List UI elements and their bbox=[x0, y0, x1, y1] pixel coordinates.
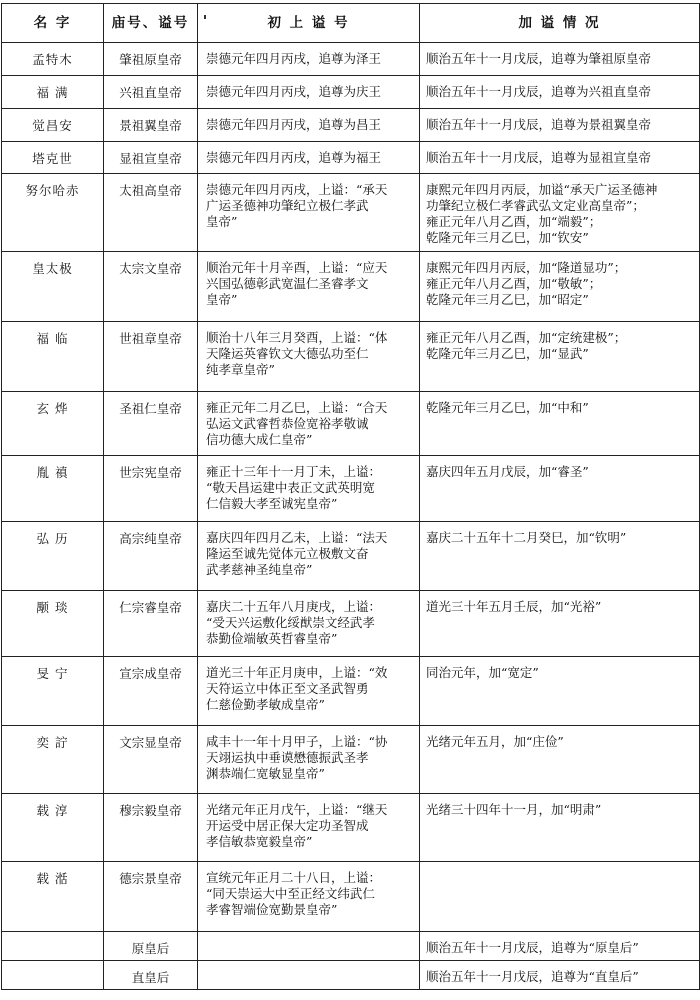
table-row bbox=[2, 142, 700, 174]
cell-temple-name bbox=[104, 862, 198, 932]
cell-temple-name bbox=[104, 456, 198, 522]
cell-added-title bbox=[420, 961, 700, 990]
cell-name bbox=[2, 726, 104, 794]
cell-added-title bbox=[420, 43, 700, 76]
cell-first-title bbox=[198, 522, 420, 591]
cell-temple-name bbox=[104, 76, 198, 109]
temple-name-text: 高宗纯皇帝 bbox=[119, 531, 182, 546]
cell-temple-name bbox=[104, 322, 198, 392]
cell-temple-name bbox=[104, 794, 198, 862]
first-title-line: 孝睿智端俭宽勤景皇帝” bbox=[206, 902, 338, 917]
first-title-line: 嘉庆四年四月乙未，上谥：“法天 bbox=[206, 530, 388, 545]
cell-name bbox=[2, 794, 104, 862]
cell-first-title bbox=[198, 174, 420, 252]
cell-added-title bbox=[420, 726, 700, 794]
added-title-line: 顺治五年十一月戊辰，追尊为“原皇后” bbox=[426, 940, 639, 955]
cell-added-title bbox=[420, 322, 700, 392]
first-title-line: “受天兴运敷化绥猷崇文经武孝 bbox=[206, 615, 375, 630]
first-title-line: 纯孝章皇帝” bbox=[206, 362, 275, 377]
table-row bbox=[2, 76, 700, 109]
temple-name-text: 宣宗成皇帝 bbox=[119, 666, 182, 681]
added-title-line: 嘉庆二十五年十二月癸巳，加“钦明” bbox=[426, 530, 627, 545]
table-row bbox=[2, 392, 700, 456]
cell-added-title bbox=[420, 456, 700, 522]
cell-first-title bbox=[198, 456, 420, 522]
table-row bbox=[2, 932, 700, 961]
cell-temple-name bbox=[104, 522, 198, 591]
cell-first-title bbox=[198, 591, 420, 657]
cell-first-title bbox=[198, 322, 420, 392]
added-title-line: 顺治五年十一月戊辰，追尊为兴祖直皇帝 bbox=[426, 84, 652, 99]
cell-name bbox=[2, 109, 104, 142]
table-row bbox=[2, 522, 700, 591]
added-title-line: 雍正元年八月乙酉，加“定统建极”； bbox=[426, 330, 627, 345]
cell-added-title bbox=[420, 174, 700, 252]
name-text: 载 淳 bbox=[36, 803, 69, 818]
cell-first-title bbox=[198, 252, 420, 322]
first-title-line: “敬天昌运建中表正文武英明宽 bbox=[206, 480, 375, 495]
cell-name bbox=[2, 932, 104, 961]
cell-added-title bbox=[420, 142, 700, 174]
header-temple-name: 庙号、谥号 bbox=[104, 4, 198, 43]
name-text: 塔克世 bbox=[32, 151, 73, 166]
first-title-line: 兴国弘德彰武宽温仁圣睿孝文 bbox=[206, 276, 369, 291]
cell-name bbox=[2, 961, 104, 990]
first-title-line: 道光三十年正月庚申，上谥：“效 bbox=[206, 665, 388, 680]
cell-temple-name bbox=[104, 726, 198, 794]
cell-name bbox=[2, 174, 104, 252]
cell-added-title bbox=[420, 591, 700, 657]
first-title-line: 顺治元年十月辛酉，上谥：“应天 bbox=[206, 260, 388, 275]
name-text: 福 满 bbox=[36, 85, 69, 100]
added-title-line: 康熙元年四月丙辰，加“隆道显功”； bbox=[426, 260, 627, 275]
cell-temple-name bbox=[104, 109, 198, 142]
added-title-line: 光绪元年五月，加“庄俭” bbox=[426, 734, 564, 749]
temple-name-text: 景祖翼皇帝 bbox=[119, 118, 182, 133]
cell-name bbox=[2, 43, 104, 76]
table-body bbox=[2, 43, 700, 990]
cell-name bbox=[2, 456, 104, 522]
first-title-line: 雍正元年二月乙巳，上谥：“合天 bbox=[206, 400, 388, 415]
temple-name-text: 原皇后 bbox=[131, 941, 170, 956]
temple-name-text: 太祖高皇帝 bbox=[119, 183, 182, 198]
first-title-line: 仁信毅大孝至诚宪皇帝” bbox=[206, 496, 338, 511]
added-title-line: 雍正元年八月乙酉，加“端毅”； bbox=[426, 214, 602, 229]
added-title-line: 顺治五年十一月戊辰，追尊为景祖翼皇帝 bbox=[426, 117, 652, 132]
temple-name-text: 穆宗毅皇帝 bbox=[119, 803, 182, 818]
table-header-row bbox=[2, 4, 700, 43]
cell-first-title bbox=[198, 726, 420, 794]
first-title-line: 隆运至诚先觉体元立极敷文奋 bbox=[206, 546, 369, 561]
temple-name-text: 仁宗睿皇帝 bbox=[119, 600, 182, 615]
cell-added-title bbox=[420, 252, 700, 322]
first-title-line: 崇德元年四月丙戌，追尊为泽王 bbox=[206, 51, 382, 66]
first-title-line: 广运圣德神功肇纪立极仁孝武 bbox=[206, 198, 369, 213]
name-text: 胤 禛 bbox=[36, 465, 69, 480]
cell-name bbox=[2, 657, 104, 726]
first-title-line: 弘运文武睿哲恭俭宽裕孝敬诚 bbox=[206, 416, 369, 431]
table-row bbox=[2, 174, 700, 252]
table-row bbox=[2, 109, 700, 142]
name-text: 福 临 bbox=[36, 331, 69, 346]
added-title-line: 同治元年，加“宽定” bbox=[426, 665, 539, 680]
temple-name-text: 太宗文皇帝 bbox=[119, 261, 182, 276]
posthumous-title-table bbox=[1, 3, 700, 990]
cell-name bbox=[2, 591, 104, 657]
cell-temple-name bbox=[104, 392, 198, 456]
first-title-line: 天隆运英睿钦文大德弘功至仁 bbox=[206, 346, 369, 361]
name-text: 颙 琰 bbox=[36, 600, 69, 615]
first-title-line: 天符运立中体正至文圣武智勇 bbox=[206, 681, 369, 696]
cell-first-title bbox=[198, 392, 420, 456]
first-title-line: 雍正十三年十一月丁未，上谥： bbox=[206, 464, 382, 479]
temple-name-text: 兴祖直皇帝 bbox=[119, 85, 182, 100]
added-title-line: 顺治五年十一月戊辰，追尊为“直皇后” bbox=[426, 969, 639, 984]
cell-first-title bbox=[198, 657, 420, 726]
cell-temple-name bbox=[104, 591, 198, 657]
first-title-line: 天翊运执中垂谟懋德振武圣孝 bbox=[206, 750, 369, 765]
name-text: 觉昌安 bbox=[32, 118, 73, 133]
name-text: 玄 烨 bbox=[36, 401, 69, 416]
cell-first-title bbox=[198, 794, 420, 862]
first-title-line: 嘉庆二十五年八月庚戌，上谥： bbox=[206, 599, 382, 614]
table-row bbox=[2, 43, 700, 76]
first-title-line: 皇帝” bbox=[206, 292, 238, 307]
name-text: 孟特木 bbox=[32, 52, 73, 67]
cell-name bbox=[2, 392, 104, 456]
added-title-line: 光绪三十四年十一月，加“明肃” bbox=[426, 802, 602, 817]
temple-name-text: 直皇后 bbox=[131, 970, 170, 985]
temple-name-text: 世宗宪皇帝 bbox=[119, 465, 182, 480]
cell-temple-name bbox=[104, 252, 198, 322]
cell-name bbox=[2, 252, 104, 322]
cell-first-title bbox=[198, 76, 420, 109]
cell-first-title bbox=[198, 109, 420, 142]
name-text: 皇太极 bbox=[32, 261, 73, 276]
first-title-line: 宣统元年正月二十八日，上谥： bbox=[206, 870, 382, 885]
cell-name bbox=[2, 522, 104, 591]
added-title-line: 道光三十年五月壬辰，加“光裕” bbox=[426, 599, 602, 614]
cell-first-title bbox=[198, 932, 420, 961]
added-title-line: 乾隆元年三月乙巳，加“显武” bbox=[426, 346, 589, 361]
name-text: 努尔哈赤 bbox=[25, 183, 80, 198]
table-row bbox=[2, 252, 700, 322]
table-row bbox=[2, 322, 700, 392]
temple-name-text: 肇祖原皇帝 bbox=[119, 52, 182, 67]
header-first-title: 初 上 谥 号 bbox=[198, 4, 420, 43]
temple-name-text: 文宗显皇帝 bbox=[119, 735, 182, 750]
first-title-line: 皇帝” bbox=[206, 214, 238, 229]
name-text: 旻 宁 bbox=[36, 666, 69, 681]
temple-name-text: 德宗景皇帝 bbox=[119, 871, 182, 886]
cell-added-title bbox=[420, 932, 700, 961]
first-title-line: 信功德大成仁皇帝” bbox=[206, 432, 313, 447]
cell-added-title bbox=[420, 862, 700, 932]
table-row bbox=[2, 591, 700, 657]
cell-temple-name bbox=[104, 43, 198, 76]
added-title-line: 乾隆元年三月乙巳，加“钦安” bbox=[426, 230, 589, 245]
cell-temple-name bbox=[104, 174, 198, 252]
cell-first-title bbox=[198, 862, 420, 932]
table-row bbox=[2, 726, 700, 794]
cell-added-title bbox=[420, 794, 700, 862]
cell-first-title bbox=[198, 961, 420, 990]
first-title-line: 渊恭端仁宽敏显皇帝” bbox=[206, 766, 325, 781]
cell-temple-name bbox=[104, 142, 198, 174]
table-row bbox=[2, 961, 700, 990]
cell-temple-name bbox=[104, 932, 198, 961]
first-title-line: 崇德元年四月丙戌，追尊为昌王 bbox=[206, 117, 382, 132]
added-title-line: 雍正元年八月乙酉，加“敬敏”； bbox=[426, 276, 602, 291]
temple-name-text: 圣祖仁皇帝 bbox=[119, 401, 182, 416]
cell-added-title bbox=[420, 522, 700, 591]
table-row bbox=[2, 862, 700, 932]
cell-added-title bbox=[420, 657, 700, 726]
cell-first-title bbox=[198, 43, 420, 76]
name-text: 弘 历 bbox=[36, 531, 69, 546]
added-title-line: 康熙元年四月丙辰，加谥“承天广运圣德神 bbox=[426, 182, 658, 197]
cell-added-title bbox=[420, 109, 700, 142]
temple-name-text: 显祖宣皇帝 bbox=[119, 151, 182, 166]
added-title-line: 顺治五年十一月戊辰，追尊为肇祖原皇帝 bbox=[426, 51, 652, 66]
first-title-line: 仁慈俭勤孝敏成皇帝” bbox=[206, 697, 325, 712]
first-title-line: 恭勤俭端敏英哲睿皇帝” bbox=[206, 631, 338, 646]
cell-temple-name bbox=[104, 657, 198, 726]
first-title-line: 崇德元年四月丙戌，上谥：“承天 bbox=[206, 182, 388, 197]
first-title-line: 崇德元年四月丙戌，追尊为庆王 bbox=[206, 84, 382, 99]
added-title-line: 嘉庆四年五月戊辰，加“睿圣” bbox=[426, 464, 589, 479]
table-row bbox=[2, 456, 700, 522]
added-title-line: 顺治五年十一月戊辰，追尊为显祖宣皇帝 bbox=[426, 150, 652, 165]
header-name: 名 字 bbox=[2, 4, 104, 43]
cell-added-title bbox=[420, 76, 700, 109]
first-title-line: 孝信敏恭宽毅皇帝” bbox=[206, 834, 313, 849]
first-title-line: 武孝慈神圣纯皇帝” bbox=[206, 562, 313, 577]
cell-temple-name bbox=[104, 961, 198, 990]
first-title-line: 咸丰十一年十月甲子，上谥：“协 bbox=[206, 734, 388, 749]
first-title-line: 开运受中居正保大定功圣智成 bbox=[206, 818, 369, 833]
cell-name bbox=[2, 142, 104, 174]
added-title-line: 乾隆元年三月乙巳，加“中和” bbox=[426, 400, 589, 415]
name-text: 奕 詝 bbox=[36, 735, 69, 750]
added-title-line: 功肇纪立极仁孝睿武弘文定业高皇帝”； bbox=[426, 198, 645, 213]
first-title-line: 光绪元年正月戊午，上谥：“继天 bbox=[206, 802, 388, 817]
header-added-title: 加 谥 情 况 bbox=[420, 4, 700, 43]
first-title-line: 顺治十八年三月癸酉，上谥：“体 bbox=[206, 330, 388, 345]
first-title-line: “同天崇运大中至正经文纬武仁 bbox=[206, 886, 375, 901]
added-title-line: 乾隆元年三月乙巳，加“昭定” bbox=[426, 292, 589, 307]
cell-name bbox=[2, 862, 104, 932]
table-row bbox=[2, 794, 700, 862]
cell-name bbox=[2, 322, 104, 392]
table-row bbox=[2, 657, 700, 726]
first-title-line: 崇德元年四月丙戌，追尊为福王 bbox=[206, 150, 382, 165]
cell-first-title bbox=[198, 142, 420, 174]
cell-added-title bbox=[420, 392, 700, 456]
cell-name bbox=[2, 76, 104, 109]
temple-name-text: 世祖章皇帝 bbox=[119, 331, 182, 346]
name-text: 载 湉 bbox=[36, 871, 69, 886]
